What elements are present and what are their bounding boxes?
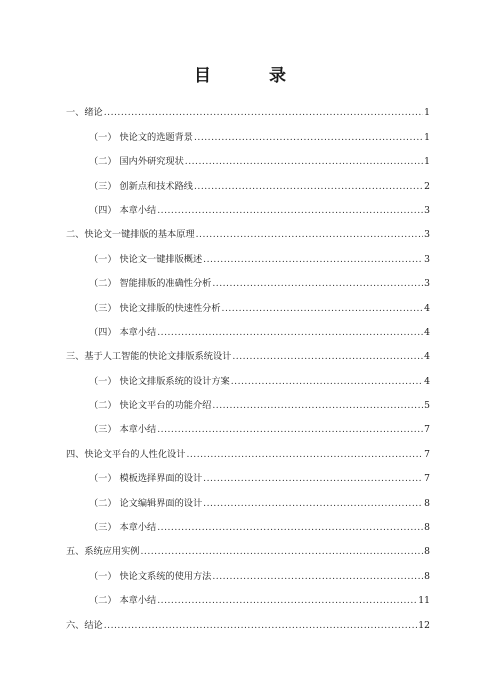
toc-entry-label: （三） 创新点和技术路线 — [89, 180, 193, 192]
toc-dot-leader — [212, 571, 423, 583]
toc-entry-label: （二） 智能排版的准确性分析 — [89, 278, 212, 290]
toc-entry-page-number: 11 — [418, 595, 430, 607]
toc-entry-page-number: 3 — [424, 278, 430, 290]
toc-section-entry — [66, 168, 430, 192]
toc-dot-leader — [141, 546, 424, 558]
toc-entry-page-number: 12 — [418, 619, 430, 631]
toc-chapter-entry — [66, 339, 430, 363]
toc-entry-label: （一） 快论文排版系统的设计方案 — [89, 375, 230, 387]
toc-dot-leader — [157, 327, 423, 339]
toc-section-entry — [66, 266, 430, 290]
toc-section-entry — [66, 363, 430, 387]
toc-entry-page-number: 2 — [424, 180, 430, 192]
toc-dot-leader — [203, 498, 423, 510]
toc-dot-leader — [203, 473, 423, 485]
toc-entry-label: （一） 快论文一键排版概述 — [89, 253, 203, 265]
toc-entry-label: （二） 本章小结 — [89, 595, 157, 607]
toc-section-entry — [66, 485, 430, 509]
toc-entry-page-number: 7 — [424, 424, 430, 436]
toc-entry-label: （三） 本章小结 — [89, 424, 157, 436]
toc-list — [66, 95, 430, 632]
toc-entry-label: 二、快论文一键排版的基本原理 — [66, 229, 195, 241]
toc-entry-page-number: 8 — [424, 546, 430, 558]
toc-section-entry — [66, 583, 430, 607]
toc-section-entry — [66, 315, 430, 339]
toc-chapter-entry — [66, 217, 430, 241]
toc-entry-page-number: 7 — [424, 473, 430, 485]
toc-entry-label: 五、系统应用实例 — [66, 546, 140, 558]
toc-section-entry — [66, 510, 430, 534]
toc-section-entry — [66, 388, 430, 412]
toc-dot-leader — [104, 620, 418, 632]
toc-dot-leader — [203, 254, 423, 266]
toc-entry-label: （二） 国内外研究现状 — [89, 156, 184, 168]
toc-entry-page-number: 4 — [424, 326, 430, 338]
toc-dot-leader — [196, 229, 423, 241]
toc-dot-leader — [185, 156, 423, 168]
toc-entry-page-number: 4 — [424, 351, 430, 363]
toc-chapter-entry — [66, 607, 430, 631]
toc-dot-leader — [157, 424, 423, 436]
toc-section-entry — [66, 144, 430, 168]
toc-entry-label: （一） 模板选择界面的设计 — [89, 473, 203, 485]
toc-section-entry — [66, 412, 430, 436]
toc-entry-page-number: 1 — [424, 131, 430, 143]
toc-section-entry — [66, 558, 430, 582]
toc-entry-page-number: 8 — [424, 522, 430, 534]
toc-entry-label: 四、快论文平台的人性化设计 — [66, 448, 186, 460]
toc-entry-label: （二） 论文编辑界面的设计 — [89, 497, 203, 509]
toc-dot-leader — [157, 595, 417, 607]
toc-section-entry — [66, 241, 430, 265]
toc-entry-label: 六、结论 — [66, 619, 103, 631]
toc-entry-label: 三、基于人工智能的快论文排版系统设计 — [66, 351, 232, 363]
toc-dot-leader — [157, 205, 423, 217]
toc-entry-label: （四） 本章小结 — [89, 204, 157, 216]
toc-entry-page-number: 7 — [424, 448, 430, 460]
toc-entry-label: （一） 快论文系统的使用方法 — [89, 570, 212, 582]
toc-entry-label: （二） 快论文平台的功能介绍 — [89, 400, 212, 412]
toc-entry-page-number: 8 — [424, 570, 430, 582]
toc-dot-leader — [212, 278, 423, 290]
toc-entry-label: （三） 快论文排版的快速性分析 — [89, 302, 221, 314]
toc-entry-label: （一） 快论文的选题背景 — [89, 131, 193, 143]
toc-chapter-entry — [66, 436, 430, 460]
toc-section-entry — [66, 461, 430, 485]
toc-entry-page-number: 1 — [424, 156, 430, 168]
toc-dot-leader — [104, 107, 423, 119]
toc-section-entry — [66, 290, 430, 314]
toc-dot-leader — [186, 449, 423, 461]
toc-entry-label: （三） 本章小结 — [89, 522, 157, 534]
toc-section-entry — [66, 193, 430, 217]
toc-dot-leader — [157, 522, 423, 534]
toc-entry-label: 一、绪论 — [66, 107, 103, 119]
toc-dot-leader — [212, 400, 423, 412]
toc-entry-page-number: 3 — [424, 253, 430, 265]
toc-entry-page-number: 1 — [424, 107, 430, 119]
toc-dot-leader — [232, 351, 423, 363]
toc-entry-page-number: 3 — [424, 229, 430, 241]
toc-entry-page-number: 4 — [424, 302, 430, 314]
toc-entry-page-number: 3 — [424, 204, 430, 216]
toc-entry-page-number: 8 — [424, 497, 430, 509]
toc-entry-page-number: 5 — [424, 400, 430, 412]
toc-dot-leader — [194, 181, 423, 193]
toc-section-entry — [66, 119, 430, 143]
toc-dot-leader — [231, 376, 423, 388]
toc-dot-leader — [194, 132, 423, 144]
toc-title: 目 录 — [194, 66, 312, 86]
toc-entry-label: （四） 本章小结 — [89, 326, 157, 338]
toc-dot-leader — [222, 303, 423, 315]
toc-entry-page-number: 4 — [424, 375, 430, 387]
toc-chapter-entry — [66, 95, 430, 119]
toc-chapter-entry — [66, 534, 430, 558]
